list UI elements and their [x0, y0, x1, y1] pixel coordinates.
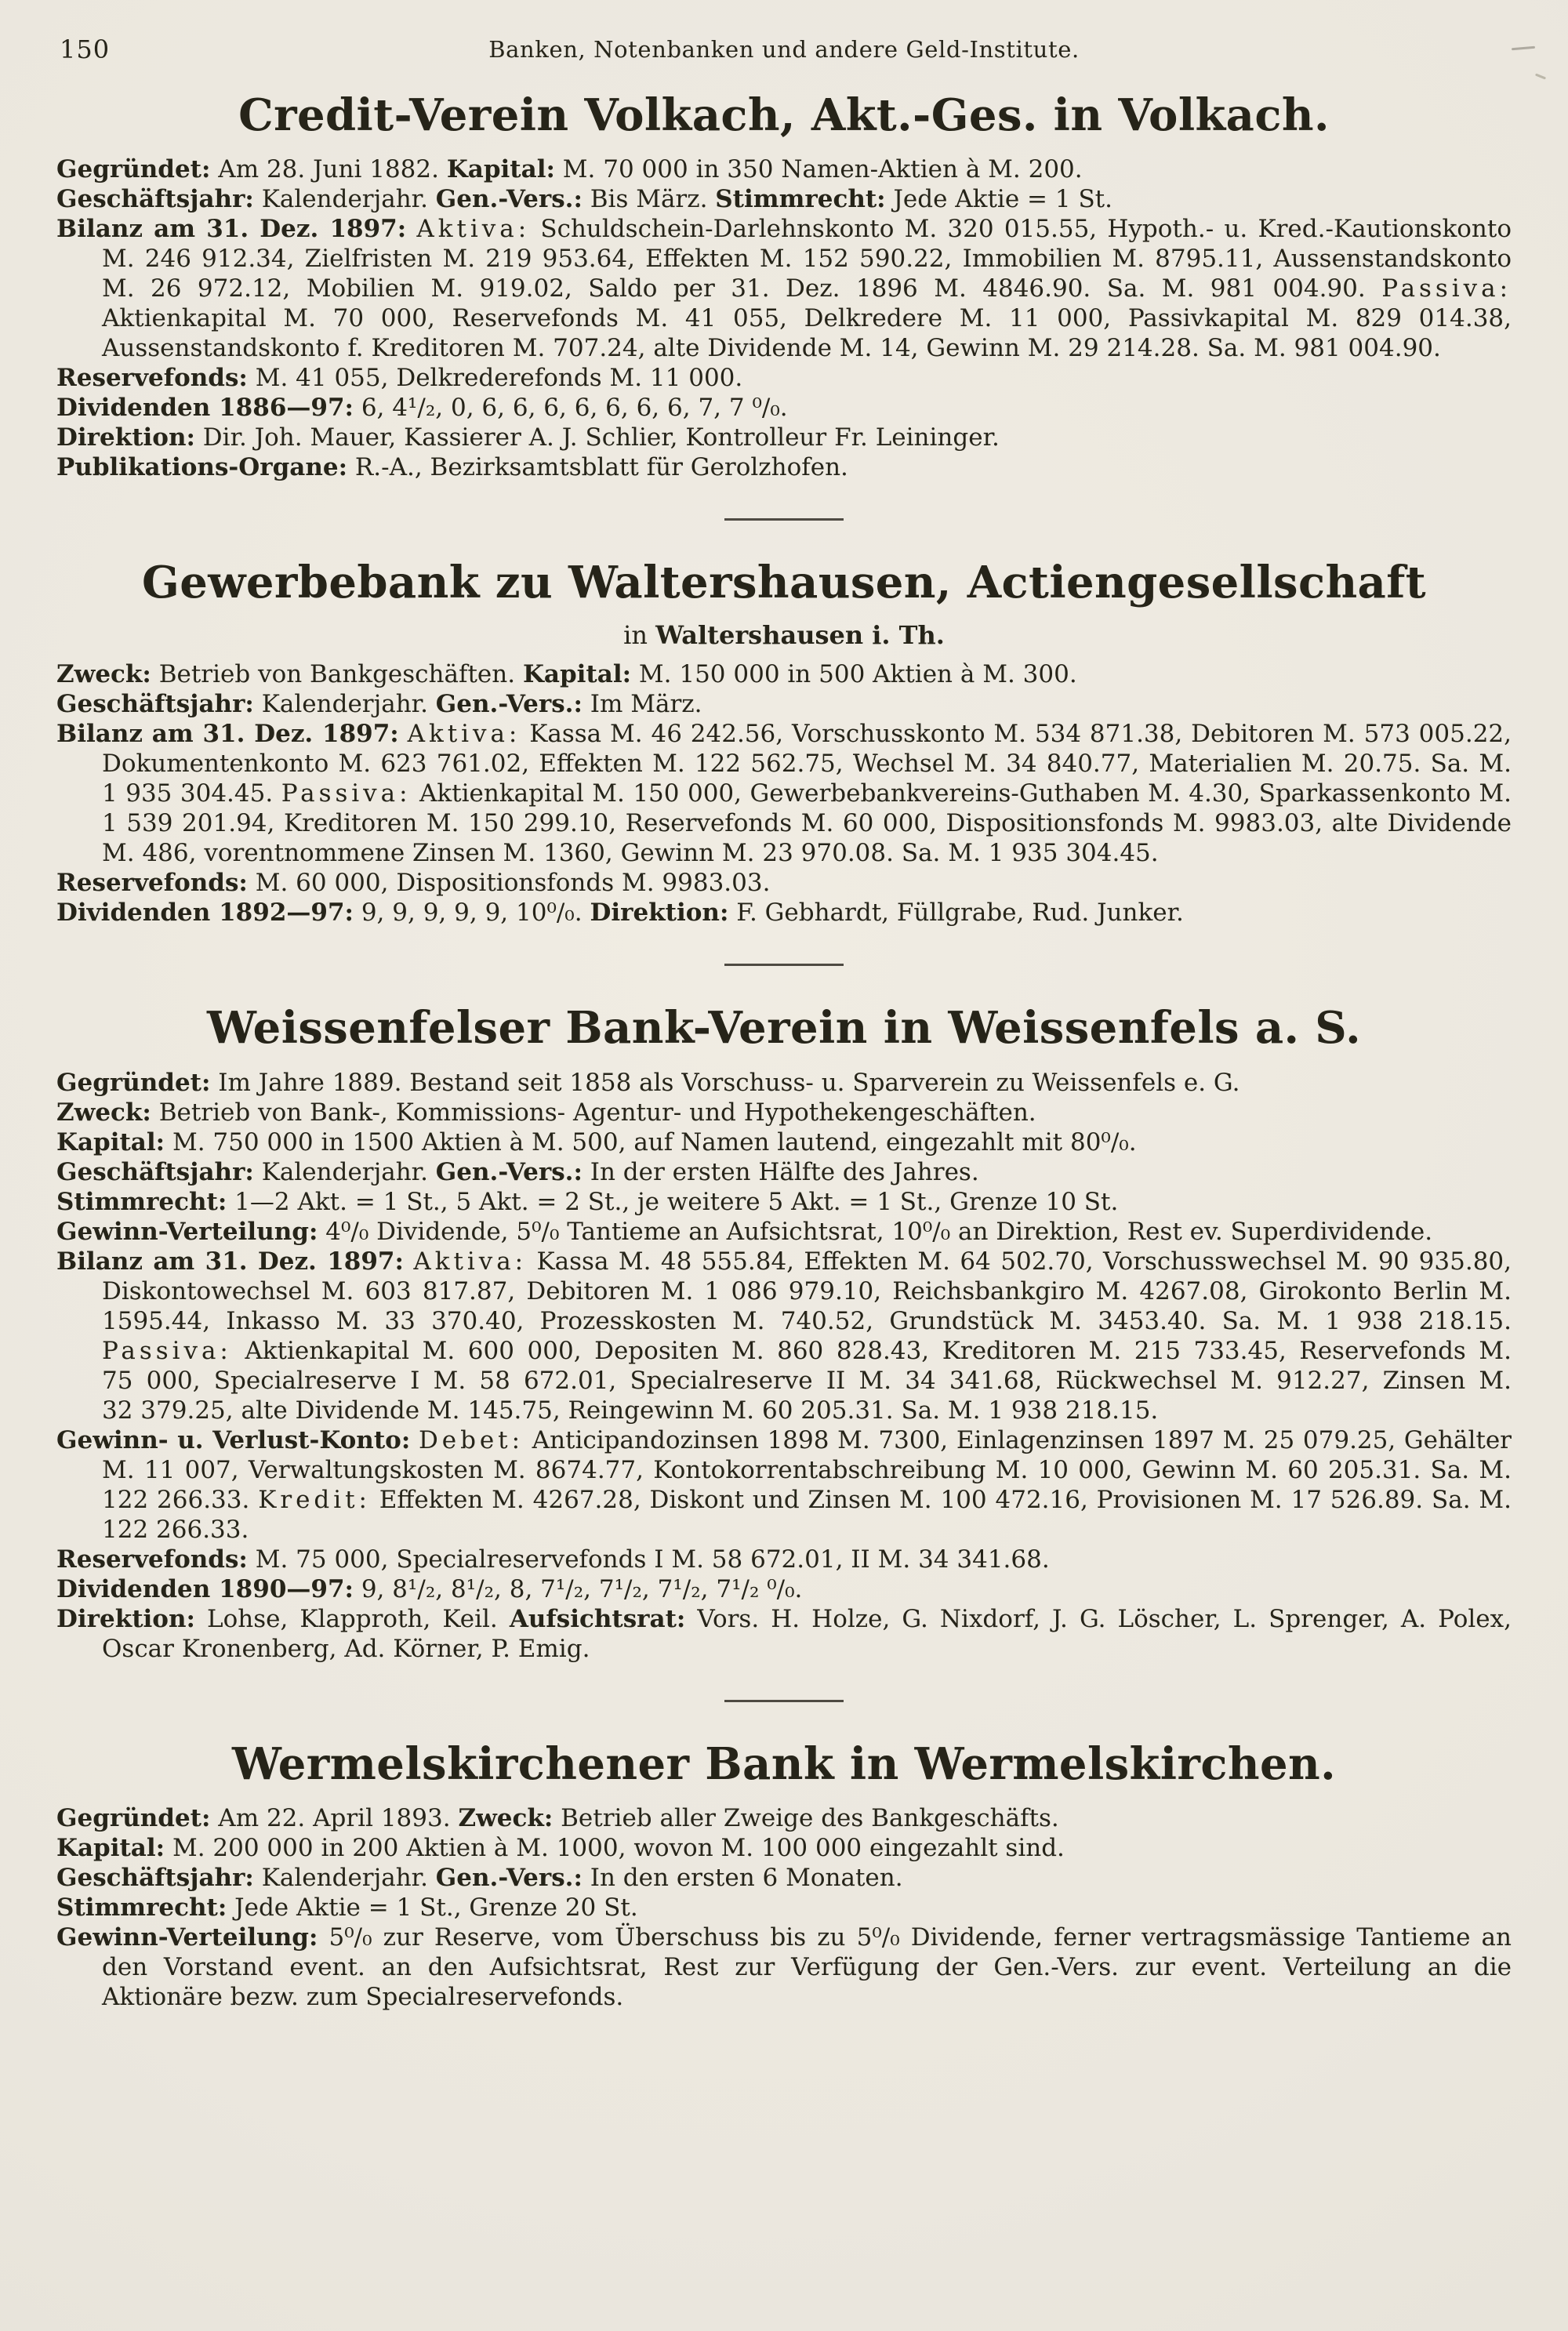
text-run: Betrieb von Bank-, Kommissions- Agentur- und Hypothekengeschäften.	[151, 1098, 1036, 1127]
text-run: M. 70 000 in 350 Namen-Aktien à M. 200.	[554, 155, 1083, 184]
entry-paragraph	[56, 1098, 1512, 1127]
text-run-bold: Direktion:	[56, 1604, 195, 1633]
section-separator	[724, 1700, 844, 1702]
bank-entry	[56, 89, 1512, 482]
text-run-spaced: Aktiva:	[416, 215, 531, 244]
entry-paragraph	[56, 1833, 1512, 1863]
entry-paragraph	[56, 1187, 1512, 1217]
text-run-bold: Waltershausen i. Th.	[655, 620, 945, 651]
text-run-spaced: Passiva:	[281, 779, 412, 808]
text-run: Kalenderjahr.	[253, 690, 436, 719]
entry-paragraph	[56, 1425, 1512, 1545]
text-run-spaced: Debet:	[418, 1425, 524, 1454]
text-run-bold: Publikations-Organe:	[56, 453, 348, 482]
entry-paragraph	[56, 1545, 1512, 1574]
text-run: Betrieb aller Zweige des Bankgeschäfts.	[553, 1803, 1059, 1832]
running-header-title: Banken, Notenbanken und andere Geld-Institute.	[488, 36, 1080, 63]
entry-paragraph	[56, 423, 1512, 452]
bank-entry	[56, 1002, 1512, 1663]
section-separator	[724, 964, 844, 966]
text-run-bold: Reservefonds:	[56, 869, 248, 898]
text-run-bold: Zweck:	[56, 1098, 151, 1127]
text-run-bold: Kapital:	[56, 1127, 165, 1156]
text-run-bold: Direktion:	[56, 423, 195, 452]
text-run: 9, 9, 9, 9, 9, 10⁰/₀.	[353, 899, 590, 928]
text-run-bold: Gewinn-Verteilung:	[56, 1923, 318, 1952]
text-run-bold: Kapital:	[446, 155, 555, 184]
bank-entry	[56, 1738, 1512, 2012]
entry-paragraph	[56, 868, 1512, 898]
entry-paragraph	[56, 689, 1512, 719]
running-header	[0, 0, 1568, 71]
text-run: Jede Aktie = 1 St.	[885, 185, 1112, 214]
text-run: Schuldschein-Darlehnskonto M. 320 015.55, Hypoth.- u. Kred.-Kautionskonto M. 246 912.34, Zielfristen M. 219 953.64, Effekten M. 152 590.22, Immobilien M. 8795.11, Aussenstandskonto M. 26 972.12, Mobilien M. 919.02, Saldo per 31. Dez. 1896 M. 4846.90. Sa. M. 981 004.90.	[102, 215, 1512, 303]
text-run-bold: Gegründet:	[56, 1803, 211, 1832]
text-run-bold: Dividenden 1886—97:	[56, 394, 354, 423]
entry-paragraph	[56, 1803, 1512, 1833]
entry-paragraph	[56, 1157, 1512, 1187]
entry-paragraph	[56, 363, 1512, 393]
text-run-bold: Stimmrecht:	[56, 1187, 227, 1216]
text-run: Kalenderjahr.	[253, 1863, 436, 1892]
text-run: Im Jahre 1889. Bestand seit 1858 als Vorschuss- u. Sparverein zu Weissenfels e. G.	[210, 1068, 1240, 1097]
entry-paragraph	[56, 1893, 1512, 1923]
entry-paragraph	[56, 214, 1512, 363]
text-run-bold: Geschäftsjahr:	[56, 1863, 254, 1892]
text-run: M. 60 000, Dispositionsfonds M. 9983.03.	[247, 869, 771, 898]
text-run: M. 41 055, Delkrederefonds M. 11 000.	[247, 364, 743, 393]
text-run-bold: Bilanz am 31. Dez. 1897:	[56, 215, 407, 244]
text-run: Bis März.	[582, 185, 716, 214]
entry-title: Wermelskirchener Bank in Wermelskirchen.	[232, 1737, 1336, 1790]
text-run	[410, 1426, 419, 1454]
text-run: 4⁰/₀ Dividende, 5⁰/₀ Tantieme an Aufsichtsrat, 10⁰/₀ an Direktion, Rest ev. Superdividende.	[318, 1217, 1433, 1246]
text-run-spaced: Aktiva:	[413, 1247, 528, 1276]
entry-paragraph	[56, 1217, 1512, 1247]
text-run-bold: Bilanz am 31. Dez. 1897:	[56, 1247, 404, 1276]
text-run: Betrieb von Bankgeschäften.	[151, 660, 523, 689]
entry-paragraph	[56, 1127, 1512, 1157]
text-run-bold: Kapital:	[522, 660, 632, 689]
text-run-bold: Zweck:	[458, 1803, 554, 1832]
text-run-bold: Gen.-Vers.:	[435, 1863, 583, 1892]
text-run-bold: Direktion:	[590, 899, 729, 928]
text-run-bold: Bilanz am 31. Dez. 1897:	[56, 720, 399, 749]
text-run: Aktienkapital M. 150 000, Gewerbebankvereins-Guthaben M. 4.30, Sparkassenkonto M. 1 539 201.94, Kreditoren M. 150 299.10, Reservefonds M. 60 000, Dispositionsfonds M. 9983.03, alte Dividende M. 486, vorentnommene Zinsen M. 1360, Gewinn M. 23 970.08. Sa. M. 1 935 304.45.	[102, 779, 1512, 868]
text-run-bold: Dividenden 1892—97:	[56, 899, 354, 928]
entry-title: Weissenfelser Bank-Verein in Weissenfels a. S.	[206, 1002, 1362, 1055]
entry-paragraph	[56, 154, 1512, 184]
text-run: 5⁰/₀ zur Reserve, vom Überschuss bis zu 5⁰/₀ Dividende, ferner vertragsmässige Tantieme an den Vorstand event. an den Aufsichtsrat, Rest zur Verfügung der Gen.-Vers. zur event. Verteilung an die Aktionäre bezw. zum Specialreservefonds.	[102, 1923, 1512, 2011]
text-run: R.-A., Bezirksamtsblatt für Gerolzhofen.	[347, 453, 848, 482]
text-run: In der ersten Hälfte des Jahres.	[582, 1157, 979, 1186]
entry-paragraph	[56, 1863, 1512, 1893]
entry-paragraph	[56, 1574, 1512, 1604]
text-run: Aktienkapital M. 600 000, Depositen M. 860 828.43, Kreditoren M. 215 733.45, Reservefonds M. 75 000, Specialreserve I M. 58 672.01, Specialreserve II M. 34 341.68, Rückwechsel M. 912.27, Zinsen M. 32 379.25, alte Dividende M. 145.75, Reingewinn M. 60 205.31. Sa. M. 1 938 218.15.	[102, 1336, 1512, 1425]
text-run: Kalenderjahr.	[253, 1157, 436, 1186]
text-run-bold: Gegründet:	[56, 1068, 211, 1097]
text-run: In den ersten 6 Monaten.	[582, 1863, 903, 1892]
text-run-spaced: Passiva:	[102, 1336, 232, 1365]
text-run: Kalenderjahr.	[253, 185, 436, 214]
page-number: 150	[60, 34, 111, 64]
text-run-spaced: Aktiva:	[407, 720, 521, 749]
text-run: 9, 8¹/₂, 8¹/₂, 8, 7¹/₂, 7¹/₂, 7¹/₂, 7¹/₂ ⁰/₀.	[353, 1574, 803, 1603]
text-run: M. 750 000 in 1500 Aktien à M. 500, auf Namen lautend, eingezahlt mit 80⁰/₀.	[165, 1127, 1137, 1156]
text-run: Jede Aktie = 1 St., Grenze 20 St.	[227, 1893, 638, 1922]
text-run: Kassa M. 48 555.84, Effekten M. 64 502.70, Vorschusswechsel M. 90 935.80, Diskontowechsel M. 603 817.87, Debitoren M. 1 086 979.10, Reichsbankgiro M. 4267.08, Girokonto Berlin M. 1595.44, Inkasso M. 33 370.40, Prozesskosten M. 740.52, Grundstück M. 3453.40. Sa. M. 1 938 218.15.	[102, 1247, 1512, 1335]
entry-paragraph	[56, 1923, 1512, 2012]
text-run-bold: Zweck:	[56, 660, 151, 689]
entry-paragraph	[56, 659, 1512, 689]
entry-paragraph	[56, 1247, 1512, 1425]
text-run-bold: Geschäftsjahr:	[56, 690, 254, 719]
entry-paragraph	[56, 184, 1512, 214]
text-run: Kassa M. 46 242.56, Vorschusskonto M. 534 871.38, Debitoren M. 573 005.22, Dokumentenkonto M. 623 761.02, Effekten M. 122 562.75, Wechsel M. 34 840.77, Materialien M. 20.75. Sa. M. 1 935 304.45.	[102, 720, 1512, 808]
text-run-bold: Gen.-Vers.:	[435, 185, 583, 214]
entry-paragraph	[56, 898, 1512, 928]
entry-title: Credit-Verein Volkach, Akt.-Ges. in Volkach.	[238, 89, 1330, 141]
text-run-bold: Gegründet:	[56, 155, 211, 184]
text-run: M. 75 000, Specialreservefonds I M. 58 672.01, II M. 34 341.68.	[247, 1545, 1050, 1574]
text-run: Am 28. Juni 1882.	[210, 155, 447, 184]
entry-title: Gewerbebank zu Waltershausen, Actiengesellschaft	[141, 557, 1427, 609]
text-run: Effekten M. 4267.28, Diskont und Zinsen M. 100 472.16, Provisionen M. 17 526.89. Sa. M. 122 266.33.	[102, 1485, 1512, 1544]
text-run-bold: Gewinn- u. Verlust-Konto:	[56, 1425, 411, 1454]
text-run-bold: Dividenden 1890—97:	[56, 1574, 354, 1603]
text-run-bold: Stimmrecht:	[56, 1893, 227, 1922]
text-run-bold: Geschäftsjahr:	[56, 185, 254, 214]
text-run: 1—2 Akt. = 1 St., 5 Akt. = 2 St., je weitere 5 Akt. = 1 St., Grenze 10 St.	[227, 1187, 1119, 1216]
text-run-bold: Kapital:	[56, 1833, 165, 1862]
text-run-bold: Gen.-Vers.:	[435, 690, 583, 719]
entry-paragraph	[56, 719, 1512, 868]
text-run-spaced: Kredit:	[258, 1485, 371, 1514]
text-run-bold: Reservefonds:	[56, 364, 248, 393]
text-run-bold: Reservefonds:	[56, 1545, 248, 1574]
text-run: Lohse, Klapproth, Keil.	[194, 1604, 510, 1633]
entry-subtitle	[56, 620, 1512, 650]
text-run: 6, 4¹/₂, 0, 6, 6, 6, 6, 6, 6, 6, 7, 7 ⁰/₀.	[353, 394, 788, 423]
text-run: Dir. Joh. Mauer, Kassierer A. J. Schlier, Kontrolleur Fr. Leininger.	[194, 423, 1000, 452]
scan-artifact-mark	[1535, 73, 1546, 79]
text-run: in	[623, 620, 656, 651]
text-run-bold: Stimmrecht:	[715, 185, 886, 214]
text-run: M. 200 000 in 200 Aktien à M. 1000, wovon M. 100 000 eingezahlt sind.	[165, 1833, 1065, 1862]
bank-entries	[0, 89, 1568, 2012]
text-run-bold: Gewinn-Verteilung:	[56, 1217, 318, 1246]
text-run	[404, 1247, 413, 1276]
text-run-bold: Aufsichtsrat:	[509, 1604, 686, 1633]
text-run: Im März.	[582, 690, 702, 719]
entry-paragraph	[56, 1068, 1512, 1098]
text-run: Aktienkapital M. 70 000, Reservefonds M. 41 055, Delkredere M. 11 000, Passivkapital M. 829 014.38, Aussenstandskonto f. Kreditoren M. 707.24, alte Dividende M. 14, Gewinn M. 29 214.28. Sa. M. 981 004.90.	[102, 304, 1512, 363]
text-run: Am 22. April 1893.	[210, 1803, 459, 1832]
bank-entry	[56, 557, 1512, 928]
entry-paragraph	[56, 393, 1512, 423]
text-run: Vors. H. Holze, G. Nixdorf, J. G. Löscher, L. Sprenger, A. Polex, Oscar Kronenberg, Ad. Körner, P. Emig.	[102, 1604, 1512, 1663]
entry-paragraph	[56, 452, 1512, 482]
text-run: Anticipandozinsen 1898 M. 7300, Einlagenzinsen 1897 M. 25 079.25, Gehälter M. 11 007, Verwaltungskosten M. 8674.77, Kontokorrentabschreibung M. 10 000, Gewinn M. 60 205.31. Sa. M. 122 266.33.	[102, 1425, 1512, 1514]
text-run	[399, 720, 408, 748]
text-run-bold: Geschäftsjahr:	[56, 1157, 254, 1186]
text-run: M. 150 000 in 500 Aktien à M. 300.	[631, 660, 1077, 689]
text-run: F. Gebhardt, Füllgrabe, Rud. Junker.	[728, 899, 1184, 928]
text-run-bold: Gen.-Vers.:	[435, 1157, 583, 1186]
entry-paragraph	[56, 1604, 1512, 1664]
section-separator	[724, 518, 844, 521]
text-run	[406, 215, 416, 243]
text-run-spaced: Passiva:	[1381, 274, 1512, 303]
